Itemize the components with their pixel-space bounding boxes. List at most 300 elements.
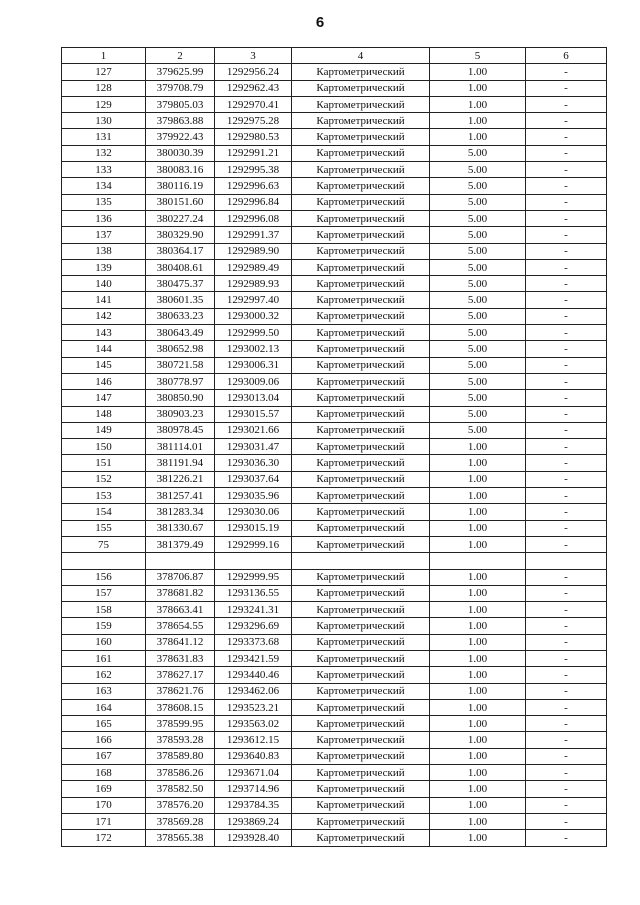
table-row [62, 194, 607, 210]
table-cell: Картометрический [292, 194, 430, 210]
table-cell: - [526, 667, 607, 683]
table-cell: Картометрический [292, 732, 430, 748]
table-cell: - [526, 650, 607, 666]
table-cell: Картометрический [292, 325, 430, 341]
table-cell: 378589.80 [146, 748, 215, 764]
table-cell: 1.00 [430, 813, 526, 829]
table-cell: - [526, 439, 607, 455]
table-cell: - [526, 308, 607, 324]
table-cell: 1293015.57 [215, 406, 292, 422]
table-cell: 146 [62, 373, 146, 389]
table-cell: 381283.34 [146, 504, 215, 520]
table-cell: 380978.45 [146, 422, 215, 438]
table-row [62, 504, 607, 520]
table-cell: Картометрический [292, 683, 430, 699]
table-cell: 1.00 [430, 80, 526, 96]
table-cell: - [526, 830, 607, 846]
table-cell: 171 [62, 813, 146, 829]
table-cell: 1293036.30 [215, 455, 292, 471]
table-cell: 380850.90 [146, 390, 215, 406]
table-cell: Картометрический [292, 797, 430, 813]
table-row [62, 210, 607, 226]
table-cell: 381226.21 [146, 471, 215, 487]
table-cell: 1292999.50 [215, 325, 292, 341]
table-cell: - [526, 96, 607, 112]
table-cell: - [526, 618, 607, 634]
table-cell: - [526, 504, 607, 520]
table-cell: - [526, 422, 607, 438]
table-cell: 1292996.08 [215, 210, 292, 226]
table-cell: - [526, 194, 607, 210]
table-cell: 5.00 [430, 373, 526, 389]
table-cell: 138 [62, 243, 146, 259]
table-cell: 1.00 [430, 765, 526, 781]
table-cell: 5.00 [430, 422, 526, 438]
table-cell: 379922.43 [146, 129, 215, 145]
table-cell: 1.00 [430, 439, 526, 455]
table-cell: 172 [62, 830, 146, 846]
table-cell: 378627.17 [146, 667, 215, 683]
table-cell: 1293563.02 [215, 716, 292, 732]
table-cell: Картометрический [292, 276, 430, 292]
table-cell: 128 [62, 80, 146, 96]
table-cell: Картометрический [292, 373, 430, 389]
table-cell: Картометрический [292, 634, 430, 650]
table-cell: - [526, 292, 607, 308]
table-cell: Картометрический [292, 569, 430, 585]
table-row [62, 781, 607, 797]
table-cell: Картометрический [292, 80, 430, 96]
table-cell: 1.00 [430, 618, 526, 634]
table-cell: 381330.67 [146, 520, 215, 536]
table-cell: - [526, 162, 607, 178]
table-row [62, 129, 607, 145]
table-cell: 1293440.46 [215, 667, 292, 683]
table-row [62, 341, 607, 357]
table-row [62, 634, 607, 650]
table-cell: Картометрический [292, 390, 430, 406]
table-cell: 143 [62, 325, 146, 341]
table-row [62, 422, 607, 438]
table-cell: 1.00 [430, 455, 526, 471]
table-cell [215, 553, 292, 569]
table-cell: - [526, 373, 607, 389]
table-cell [292, 553, 430, 569]
table-cell: 1293035.96 [215, 488, 292, 504]
table-cell: Картометрический [292, 439, 430, 455]
table-cell: 163 [62, 683, 146, 699]
table-cell: 1293136.55 [215, 585, 292, 601]
table-cell: 166 [62, 732, 146, 748]
table-cell: 1293241.31 [215, 602, 292, 618]
table-cell: - [526, 520, 607, 536]
column-header: 3 [215, 48, 292, 64]
table-cell: 164 [62, 699, 146, 715]
table-cell: 380475.37 [146, 276, 215, 292]
table-cell: 130 [62, 113, 146, 129]
table-cell: 162 [62, 667, 146, 683]
table-cell: 1292991.37 [215, 227, 292, 243]
table-cell: 151 [62, 455, 146, 471]
table-cell: 127 [62, 64, 146, 80]
table-cell: - [526, 569, 607, 585]
table-cell [430, 553, 526, 569]
table-cell: Картометрический [292, 145, 430, 161]
table-cell: 156 [62, 569, 146, 585]
table-row [62, 830, 607, 846]
table-cell: 378631.83 [146, 650, 215, 666]
table-row [62, 585, 607, 601]
table-cell: - [526, 80, 607, 96]
table-cell: 1293523.21 [215, 699, 292, 715]
table-cell: 131 [62, 129, 146, 145]
table-cell: Картометрический [292, 129, 430, 145]
table-cell: 1.00 [430, 113, 526, 129]
table-cell: - [526, 145, 607, 161]
table-cell: 381191.94 [146, 455, 215, 471]
table-cell: 380601.35 [146, 292, 215, 308]
table-cell: 1293002.13 [215, 341, 292, 357]
table-cell: 5.00 [430, 357, 526, 373]
table-cell: - [526, 113, 607, 129]
table-cell: - [526, 716, 607, 732]
table-cell: - [526, 699, 607, 715]
table-cell: 1293296.69 [215, 618, 292, 634]
table-row [62, 243, 607, 259]
table-cell: 380778.97 [146, 373, 215, 389]
table-cell: 5.00 [430, 406, 526, 422]
table-cell: 1.00 [430, 699, 526, 715]
table-cell: 148 [62, 406, 146, 422]
table-cell: 1.00 [430, 732, 526, 748]
table-row [62, 227, 607, 243]
table-cell: - [526, 276, 607, 292]
table-cell: 381257.41 [146, 488, 215, 504]
table-body [62, 64, 607, 846]
table-cell: Картометрический [292, 96, 430, 112]
table-row [62, 650, 607, 666]
table-cell: 380903.23 [146, 406, 215, 422]
column-header: 2 [146, 48, 215, 64]
table-cell: 1292975.28 [215, 113, 292, 129]
table-cell: 169 [62, 781, 146, 797]
table-cell: Картометрический [292, 210, 430, 226]
table-cell: 5.00 [430, 210, 526, 226]
table-cell: 170 [62, 797, 146, 813]
table-row [62, 276, 607, 292]
table-cell: 1293784.35 [215, 797, 292, 813]
table-cell: 378663.41 [146, 602, 215, 618]
table-cell: 5.00 [430, 390, 526, 406]
table-cell: - [526, 732, 607, 748]
table-cell: - [526, 813, 607, 829]
table-row [62, 699, 607, 715]
table-cell: 380408.61 [146, 259, 215, 275]
table-cell: 149 [62, 422, 146, 438]
table-cell: 5.00 [430, 243, 526, 259]
table-cell: 1293030.06 [215, 504, 292, 520]
table-row [62, 259, 607, 275]
table-cell: 1.00 [430, 830, 526, 846]
table-row [62, 732, 607, 748]
column-header: 4 [292, 48, 430, 64]
table-cell: - [526, 797, 607, 813]
table-cell [62, 553, 146, 569]
table-row [62, 373, 607, 389]
table-row [62, 536, 607, 552]
table-cell: 379708.79 [146, 80, 215, 96]
table-cell: - [526, 765, 607, 781]
table-cell: 380083.16 [146, 162, 215, 178]
table-cell: 161 [62, 650, 146, 666]
table-cell: 1293373.68 [215, 634, 292, 650]
table-cell: 129 [62, 96, 146, 112]
table-cell: Картометрический [292, 64, 430, 80]
table-row [62, 765, 607, 781]
table-cell: - [526, 488, 607, 504]
table-row [62, 813, 607, 829]
table-cell: - [526, 341, 607, 357]
table-cell: - [526, 259, 607, 275]
table-cell: 1292989.93 [215, 276, 292, 292]
table-row [62, 520, 607, 536]
table-cell: 1293612.15 [215, 732, 292, 748]
table-cell: Картометрический [292, 748, 430, 764]
table-row [62, 96, 607, 112]
table-cell: 381114.01 [146, 439, 215, 455]
table-cell [526, 553, 607, 569]
table-cell: 1.00 [430, 683, 526, 699]
table-cell: 1.00 [430, 634, 526, 650]
table-cell: 1292999.95 [215, 569, 292, 585]
table-cell: 155 [62, 520, 146, 536]
table-cell: 1.00 [430, 536, 526, 552]
table-cell: 1.00 [430, 650, 526, 666]
table-cell: 134 [62, 178, 146, 194]
table-cell: 1293013.04 [215, 390, 292, 406]
table-cell: 380643.49 [146, 325, 215, 341]
table-cell: 378621.76 [146, 683, 215, 699]
table-cell: Картометрический [292, 488, 430, 504]
table-row [62, 439, 607, 455]
table-cell: 150 [62, 439, 146, 455]
table-cell: - [526, 455, 607, 471]
table-cell: Картометрический [292, 292, 430, 308]
table-cell: Картометрический [292, 813, 430, 829]
table-cell: 154 [62, 504, 146, 520]
table-cell: 1293928.40 [215, 830, 292, 846]
table-cell: Картометрический [292, 341, 430, 357]
table-cell: 140 [62, 276, 146, 292]
table-cell: 378569.28 [146, 813, 215, 829]
table-cell: 139 [62, 259, 146, 275]
table-cell: Картометрический [292, 227, 430, 243]
table-cell: Картометрический [292, 357, 430, 373]
table-row [62, 145, 607, 161]
table-cell: Картометрический [292, 162, 430, 178]
table-cell: 1293037.64 [215, 471, 292, 487]
table-cell: 1293671.04 [215, 765, 292, 781]
table-cell: Картометрический [292, 830, 430, 846]
table-cell: 1.00 [430, 129, 526, 145]
table-cell: Картометрический [292, 699, 430, 715]
table-cell: Картометрический [292, 455, 430, 471]
table-cell: 1.00 [430, 716, 526, 732]
table-row [62, 748, 607, 764]
table-cell: Картометрический [292, 765, 430, 781]
table-cell: 1293462.06 [215, 683, 292, 699]
table-cell: 379625.99 [146, 64, 215, 80]
table-cell: 1293015.19 [215, 520, 292, 536]
table-cell: 380227.24 [146, 210, 215, 226]
table-cell: 378681.82 [146, 585, 215, 601]
table-cell: 158 [62, 602, 146, 618]
table-cell: 1293714.96 [215, 781, 292, 797]
table-row [62, 390, 607, 406]
table-cell: 380151.60 [146, 194, 215, 210]
table-cell: 378706.87 [146, 569, 215, 585]
table-cell: - [526, 227, 607, 243]
table-cell: 153 [62, 488, 146, 504]
table-cell: 378599.95 [146, 716, 215, 732]
table-row [62, 553, 607, 569]
table-cell: 1292962.43 [215, 80, 292, 96]
table-row [62, 357, 607, 373]
table-cell: 1292991.21 [215, 145, 292, 161]
table-cell: 1.00 [430, 64, 526, 80]
table-cell: 75 [62, 536, 146, 552]
table-cell: 1293006.31 [215, 357, 292, 373]
table-cell: 144 [62, 341, 146, 357]
table-cell: 5.00 [430, 178, 526, 194]
table-cell: 1292999.16 [215, 536, 292, 552]
table-cell: Картометрический [292, 618, 430, 634]
table-row [62, 471, 607, 487]
table-cell: 379805.03 [146, 96, 215, 112]
table-cell: 380652.98 [146, 341, 215, 357]
table-cell: - [526, 471, 607, 487]
table-cell: 1.00 [430, 585, 526, 601]
table-cell: - [526, 602, 607, 618]
table-cell: Картометрический [292, 602, 430, 618]
table-cell: 1.00 [430, 781, 526, 797]
table-cell: 1.00 [430, 748, 526, 764]
table-cell: 1292997.40 [215, 292, 292, 308]
table-cell: 1.00 [430, 667, 526, 683]
table-cell: 142 [62, 308, 146, 324]
table-cell: Картометрический [292, 243, 430, 259]
table-cell: 5.00 [430, 276, 526, 292]
table-row [62, 406, 607, 422]
table-cell: 1292996.84 [215, 194, 292, 210]
table-cell: 378608.15 [146, 699, 215, 715]
table-cell: Картометрический [292, 520, 430, 536]
table-cell: 5.00 [430, 308, 526, 324]
table-cell [146, 553, 215, 569]
table-cell: Картометрический [292, 422, 430, 438]
table-cell: - [526, 406, 607, 422]
table-cell: 5.00 [430, 325, 526, 341]
table-cell: - [526, 129, 607, 145]
table-cell: 1293000.32 [215, 308, 292, 324]
table-cell: 1292956.24 [215, 64, 292, 80]
column-header: 6 [526, 48, 607, 64]
table-cell: - [526, 64, 607, 80]
table-cell: 380116.19 [146, 178, 215, 194]
table-cell: 1293421.59 [215, 650, 292, 666]
table-cell: Картометрический [292, 716, 430, 732]
table-cell: 145 [62, 357, 146, 373]
table-cell: 157 [62, 585, 146, 601]
table-cell: 133 [62, 162, 146, 178]
table-cell: 381379.49 [146, 536, 215, 552]
table-cell: 1.00 [430, 797, 526, 813]
table-cell: 380329.90 [146, 227, 215, 243]
table-cell: 378565.38 [146, 830, 215, 846]
table-cell: 1293021.66 [215, 422, 292, 438]
table-cell: - [526, 536, 607, 552]
table-cell: 1.00 [430, 569, 526, 585]
table-cell: 5.00 [430, 227, 526, 243]
table-row [62, 602, 607, 618]
table-cell: 159 [62, 618, 146, 634]
table-cell: - [526, 390, 607, 406]
table-cell: 136 [62, 210, 146, 226]
table-cell: 378582.50 [146, 781, 215, 797]
table-cell: 5.00 [430, 259, 526, 275]
table-row [62, 488, 607, 504]
table-cell: 1.00 [430, 471, 526, 487]
table-cell: 167 [62, 748, 146, 764]
table-cell: Картометрический [292, 308, 430, 324]
table-cell: - [526, 781, 607, 797]
table-row [62, 667, 607, 683]
table-row [62, 716, 607, 732]
table-cell: 1293869.24 [215, 813, 292, 829]
table-cell: Картометрический [292, 259, 430, 275]
table-row [62, 683, 607, 699]
table-cell: 1292980.53 [215, 129, 292, 145]
table-cell: 378586.26 [146, 765, 215, 781]
table-cell: 1.00 [430, 602, 526, 618]
table-cell: 1292970.41 [215, 96, 292, 112]
table-cell: - [526, 243, 607, 259]
table-cell: 1293640.83 [215, 748, 292, 764]
table-cell: - [526, 634, 607, 650]
table-row [62, 569, 607, 585]
table-cell: Картометрический [292, 650, 430, 666]
table-row [62, 455, 607, 471]
table-cell: 135 [62, 194, 146, 210]
table-cell: 147 [62, 390, 146, 406]
table-cell: 5.00 [430, 162, 526, 178]
table-row [62, 325, 607, 341]
table-cell: 1.00 [430, 520, 526, 536]
table-cell: 1292996.63 [215, 178, 292, 194]
table-cell: 152 [62, 471, 146, 487]
table-cell: - [526, 683, 607, 699]
table-cell: 1.00 [430, 96, 526, 112]
table-row [62, 308, 607, 324]
table-row [62, 113, 607, 129]
table-row [62, 292, 607, 308]
table-cell: 141 [62, 292, 146, 308]
table-cell: 160 [62, 634, 146, 650]
table-cell: Картометрический [292, 667, 430, 683]
table-cell: 165 [62, 716, 146, 732]
table-cell: - [526, 585, 607, 601]
table-cell: Картометрический [292, 781, 430, 797]
